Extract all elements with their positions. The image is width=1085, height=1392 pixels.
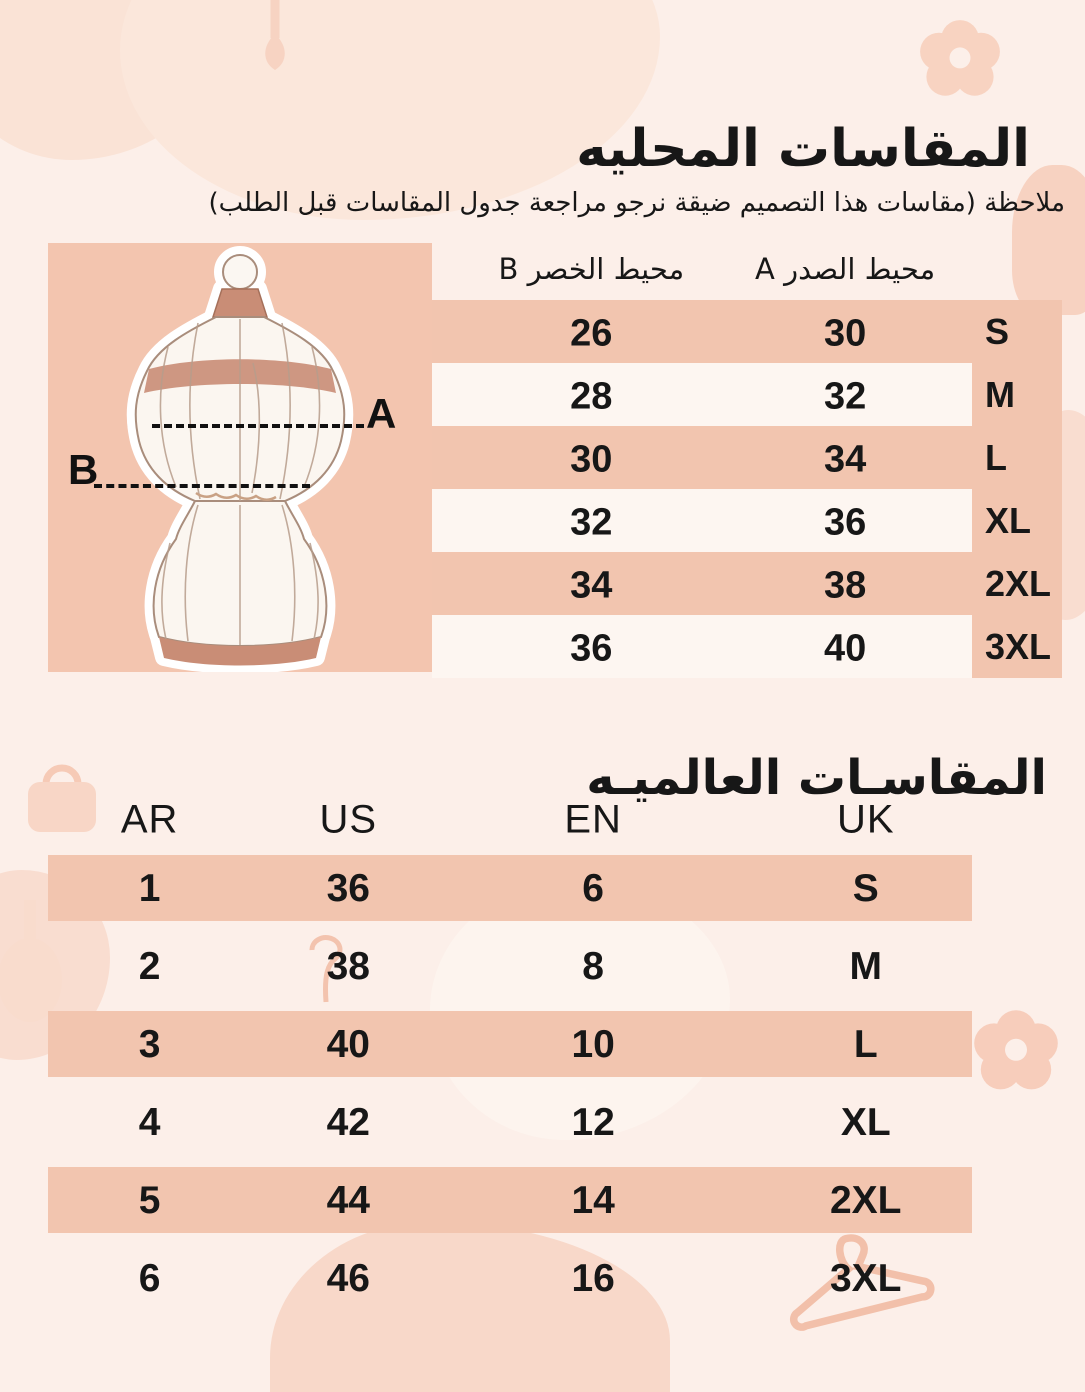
size-label-column xyxy=(972,300,1062,678)
intl-size-row-6 xyxy=(48,1245,972,1311)
ar-value: 6 xyxy=(138,1257,161,1301)
en-value: 10 xyxy=(571,1023,615,1067)
international-sizes-table-header xyxy=(48,795,972,845)
local-size-row-l xyxy=(432,426,972,489)
intl-size-row-5 xyxy=(48,1167,972,1233)
intl-size-row-1 xyxy=(48,855,972,921)
us-value: 40 xyxy=(326,1023,370,1067)
mannequin-panel xyxy=(48,243,432,672)
us-value: 38 xyxy=(326,945,370,989)
size-label: M xyxy=(985,373,1015,415)
us-value: 46 xyxy=(326,1257,370,1301)
international-sizes-title: المقاسـات العالميـه xyxy=(586,749,1047,806)
en-value: 16 xyxy=(571,1257,615,1301)
en-value: 12 xyxy=(571,1101,615,1145)
en-value: 14 xyxy=(571,1179,615,1223)
measure-label-b: B xyxy=(68,446,99,493)
local-size-row-xl xyxy=(432,489,972,552)
chest-value: 40 xyxy=(823,627,867,670)
local-size-row-m xyxy=(432,363,972,426)
chest-value: 30 xyxy=(823,312,867,355)
uk-value: 3XL xyxy=(829,1257,902,1301)
en-value: 8 xyxy=(582,945,605,989)
measure-line-b xyxy=(94,484,310,488)
uk-value: L xyxy=(853,1023,878,1067)
en-value: 6 xyxy=(582,867,605,911)
size-label: S xyxy=(985,310,1010,352)
local-sizes-table-header xyxy=(432,240,972,298)
local-sizes-title: المقاسات المحليه xyxy=(576,118,1030,179)
ar-column-header: AR xyxy=(120,797,179,842)
uk-value: 2XL xyxy=(829,1179,902,1223)
waist-value: 36 xyxy=(570,627,613,670)
us-value: 42 xyxy=(326,1101,370,1145)
chest-value: 36 xyxy=(823,501,867,544)
waist-value: 32 xyxy=(570,501,613,544)
local-size-row-2xl xyxy=(432,552,972,615)
local-size-row-3xl xyxy=(432,615,972,678)
measure-label-a: A xyxy=(366,390,397,437)
waist-value: 28 xyxy=(570,375,613,418)
en-column-header: EN xyxy=(564,797,622,842)
chest-value: 32 xyxy=(823,375,867,418)
us-value: 44 xyxy=(326,1179,370,1223)
size-label: XL xyxy=(985,499,1032,541)
ar-value: 1 xyxy=(138,867,161,911)
local-size-row-s xyxy=(432,300,972,363)
ar-value: 3 xyxy=(138,1023,161,1067)
intl-size-row-3 xyxy=(48,1011,972,1077)
chest-value: 38 xyxy=(823,564,867,607)
waist-value: 34 xyxy=(570,564,613,607)
us-column-header: US xyxy=(319,797,378,842)
intl-size-row-4 xyxy=(48,1089,972,1155)
ar-value: 2 xyxy=(138,945,161,989)
size-label: 3XL xyxy=(985,625,1052,667)
size-label: 2XL xyxy=(985,562,1052,604)
chest-column-header: محيط الصدر A xyxy=(755,252,936,286)
uk-value: XL xyxy=(840,1101,891,1145)
uk-value: M xyxy=(849,945,882,989)
intl-size-row-2 xyxy=(48,933,972,999)
measure-line-a xyxy=(152,424,364,428)
chest-value: 34 xyxy=(823,438,867,481)
dress-form-illustration xyxy=(48,243,432,672)
local-sizes-note: ملاحظة (مقاسات هذا التصميم ضيقة نرجو مراجعة جدول المقاسات قبل الطلب) xyxy=(208,188,1065,218)
ar-value: 4 xyxy=(138,1101,161,1145)
uk-column-header: UK xyxy=(836,797,895,842)
waist-column-header: محيط الخصر B xyxy=(498,252,685,286)
waist-value: 30 xyxy=(570,438,613,481)
uk-value: S xyxy=(852,867,879,911)
ar-value: 5 xyxy=(138,1179,161,1223)
waist-value: 26 xyxy=(570,312,613,355)
us-value: 36 xyxy=(326,867,370,911)
size-label: L xyxy=(985,436,1007,478)
